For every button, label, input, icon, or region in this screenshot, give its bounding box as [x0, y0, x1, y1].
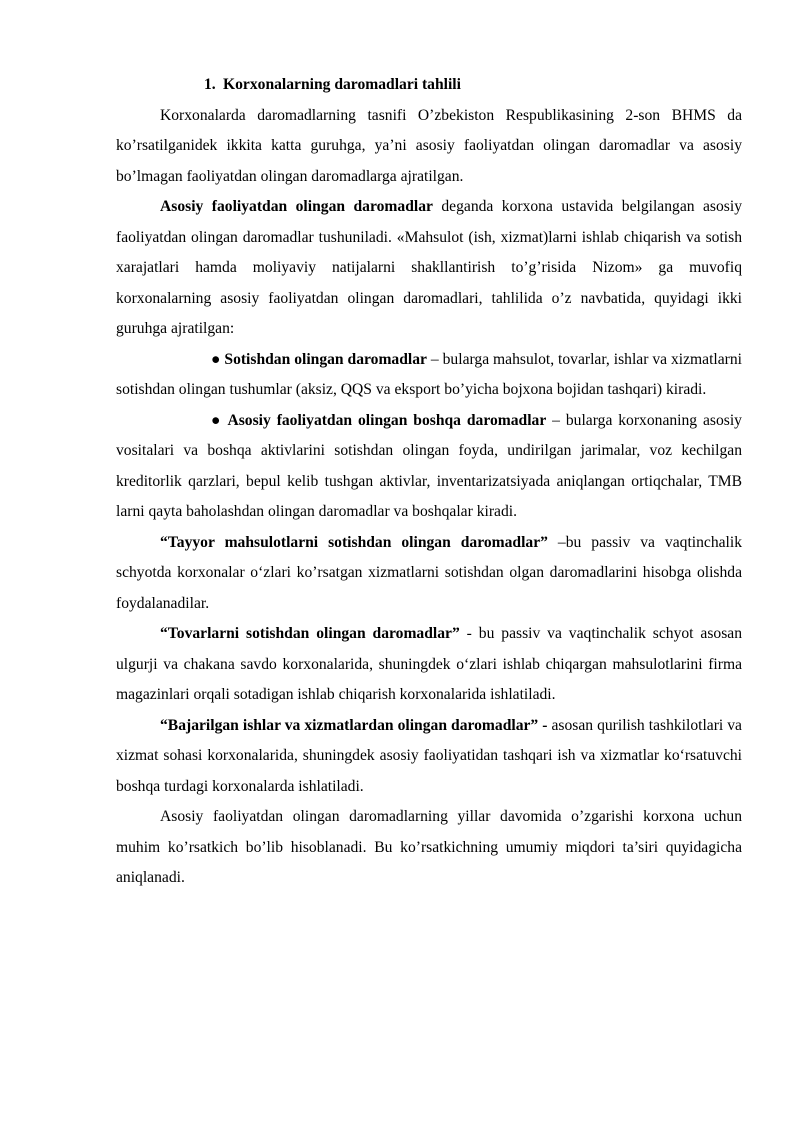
term-main-activity-income: Asosiy faoliyatdan olingan daromadlar — [160, 198, 433, 215]
paragraph-goods-sales — [116, 619, 742, 711]
term-other-income: ● Asosiy faoliyatdan olingan boshqa daromadlar — [211, 411, 547, 429]
paragraph-finished-goods — [116, 528, 742, 620]
paragraph-classification: Korxonalarda daromadlarning tasnifi O’zbekiston Respublikasining 2-son BHMS da ko’rsatilganidek ikkita katta guruhga, ya’ni asosiy faoliyatdan olingan daromadlar va asosiy bo’lmagan faoliyatdan olingan daromadlarga ajratilgan. — [116, 106, 742, 185]
bullet-other-income — [116, 406, 742, 528]
paragraph-works-services-text: asosan qurilish tashkilotlari va xizmat sohasi korxonalarida, shuningdek asosiy faoliyatidan tashqari ish va xizmatlar ko‘rsatuvchi boshqa turdagi korxonalarda ishlatiladi. — [116, 716, 742, 795]
paragraph-goods-sales-text: - bu passiv va vaqtinchalik schyot asosan ulgurji va chakana savdo korxonalarida, shuningdek o‘zlari ishlab chiqargan mahsulotlarini firma magazinlari orqali sotadigan ishlab chiqarish korxonalarida ishlatiladi. — [116, 625, 742, 703]
heading-title: Korxonalarning daromadlari tahlili — [223, 76, 461, 93]
term-sales-income: ● Sotishdan olingan daromadlar — [211, 350, 427, 368]
bullet-other-income-text: – bularga korxonaning asosiy vositalari va boshqa aktivlarini sotishdan olingan foyda, undirilgan jarimalar, voz kechilgan kreditorlik qarzlari, bepul kelib tushgan aktivlar, inventarizatsiyada aniqlangan ortiqchalar, TMB larni qayta baholashdan olingan daromadlar va boshqalar kiradi. — [116, 411, 742, 520]
bullet-sales-income-text: – bularga mahsulot, tovarlar, ishlar va xizmatlarni sotishdan olingan tushumlar (aksiz, QQS va eksport bo’yicha bojxona bojidan tashqari) kiradi. — [116, 350, 742, 398]
paragraph-income-change: Asosiy faoliyatdan olingan daromadlarning yillar davomida o’zgarishi korxona uchun muhim ko’rsatkich bo’lib hisoblanadi. Bu ko’rsatkichning umumiy miqdori ta’siri quyidagicha aniqlanadi. — [116, 808, 742, 886]
section-heading — [116, 70, 742, 101]
paragraph-finished-goods-text: –bu passiv va vaqtinchalik schyotda korxonalar o‘zlari ko’rsatgan xizmatlarni sotishdan olgan daromadlarini hisobga olishda foydalanadilar. — [116, 533, 743, 612]
paragraph-works-services — [116, 711, 742, 803]
term-goods-sales-income: “Tovarlarni sotishdan olingan daromadlar” — [160, 625, 460, 642]
paragraph-main-activity-text: deganda korxona ustavida belgilangan asosiy faoliyatdan olingan daromadlar tushuniladi. «Mahsulot (ish, xizmat)larni ishlab chiqarish va sotish xarajatlari hamda moliyaviy natijalarni shakllantirish to’g’risida Nizom» ga muvofiq korxonalarning asosiy faoliyatdan olingan daromadlari, tahlilida o’z navbatida, quyidagi ikki guruhga ajratilgan: — [116, 198, 742, 337]
term-works-services-income: “Bajarilgan ishlar va xizmatlardan olingan daromadlar” - — [160, 716, 548, 734]
term-finished-goods-income: “Tayyor mahsulotlarni sotishdan olingan daromadlar” — [160, 533, 548, 551]
bullet-sales-income — [116, 345, 742, 406]
document-page — [116, 70, 742, 894]
heading-number: 1. — [204, 76, 216, 93]
paragraph-main-activity — [116, 192, 742, 345]
